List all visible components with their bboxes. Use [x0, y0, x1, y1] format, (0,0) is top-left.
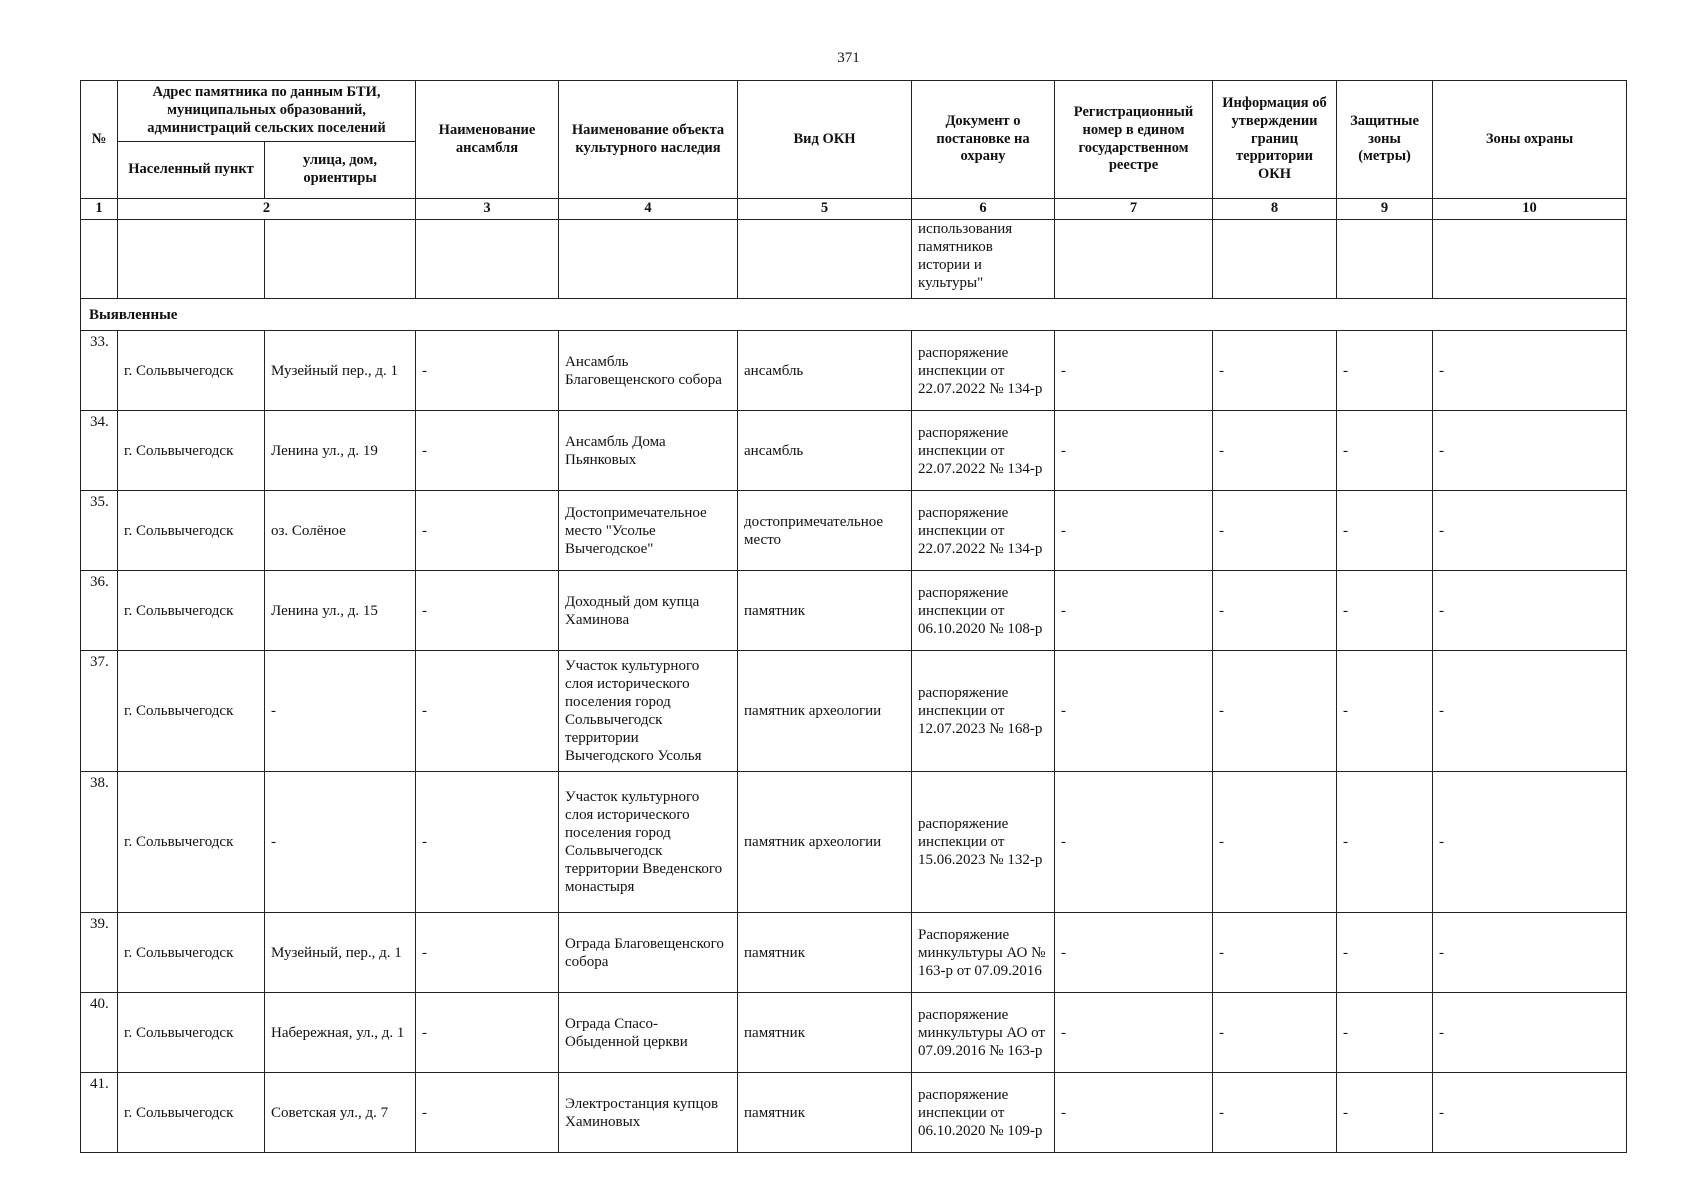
boundaries-cell: - — [1213, 331, 1337, 411]
okn-type-cell: памятник археологии — [738, 772, 912, 913]
street-cell: Музейный пер., д. 1 — [265, 331, 416, 411]
table-row — [81, 651, 1627, 772]
table-row — [81, 913, 1627, 993]
okn-type-cell: ансамбль — [738, 411, 912, 491]
street-cell: - — [265, 651, 416, 772]
table-row — [81, 411, 1627, 491]
column-number: 9 — [1337, 199, 1433, 220]
continuation-row — [81, 220, 1627, 299]
street-cell: оз. Солёное — [265, 491, 416, 571]
ensemble-cell: - — [416, 1073, 559, 1153]
table-row — [81, 993, 1627, 1073]
column-number: 8 — [1213, 199, 1337, 220]
document-cell: распоряжение инспекции от 22.07.2022 № 134-р — [912, 411, 1055, 491]
protective-zones-cell: - — [1337, 571, 1433, 651]
section-title: Выявленные — [81, 299, 1627, 331]
okn-type-cell: памятник — [738, 993, 912, 1073]
header-object-name: Наименование объекта культурного наследия — [559, 81, 738, 199]
header-settlement: Населенный пункт — [118, 142, 265, 199]
settlement-cell: г. Сольвычегодск — [118, 913, 265, 993]
row-number: 36. — [90, 574, 109, 590]
row-number: 38. — [90, 775, 109, 791]
street-cell: Советская ул., д. 7 — [265, 1073, 416, 1153]
protective-zones-cell: - — [1337, 651, 1433, 772]
header-okn-type: Вид ОКН — [738, 81, 912, 199]
row-number-cell — [81, 651, 118, 772]
header-protective-zones: Защитные зоны (метры) — [1337, 81, 1433, 199]
object-name-cell: Доходный дом купца Хаминова — [559, 571, 738, 651]
ensemble-cell: - — [416, 491, 559, 571]
header-boundaries: Информация об утверждении границ территории ОКН — [1213, 81, 1337, 199]
boundaries-cell: - — [1213, 491, 1337, 571]
ensemble-cell: - — [416, 993, 559, 1073]
object-name-cell: Участок культурного слоя исторического поселения город Сольвычегодск территории Введенского монастыря — [559, 772, 738, 913]
row-number: 41. — [90, 1076, 109, 1092]
okn-type-cell: памятник — [738, 913, 912, 993]
row-number-cell — [81, 993, 118, 1073]
document-cell: распоряжение инспекции от 22.07.2022 № 134-р — [912, 491, 1055, 571]
object-name-cell: Достопримечательное место "Усолье Вычегодское" — [559, 491, 738, 571]
document-cell: распоряжение инспекции от 06.10.2020 № 109-р — [912, 1073, 1055, 1153]
settlement-cell: г. Сольвычегодск — [118, 993, 265, 1073]
ensemble-cell: - — [416, 411, 559, 491]
street-cell: Ленина ул., д. 19 — [265, 411, 416, 491]
ensemble-cell: - — [416, 331, 559, 411]
protection-zones-cell: - — [1433, 913, 1627, 993]
reg-number-cell: - — [1055, 993, 1213, 1073]
row-number-cell — [81, 491, 118, 571]
column-number: 1 — [81, 199, 118, 220]
header-ensemble: Наименование ансамбля — [416, 81, 559, 199]
column-number: 3 — [416, 199, 559, 220]
row-number: 40. — [90, 996, 109, 1012]
boundaries-cell: - — [1213, 571, 1337, 651]
ensemble-cell: - — [416, 772, 559, 913]
object-name-cell: Ограда Спасо-Обыденной церкви — [559, 993, 738, 1073]
document-cell: распоряжение инспекции от 06.10.2020 № 108-р — [912, 571, 1055, 651]
reg-number-cell: - — [1055, 491, 1213, 571]
header-street: улица, дом, ориентиры — [265, 142, 416, 199]
document-cell: распоряжение инспекции от 22.07.2022 № 134-р — [912, 331, 1055, 411]
object-name-cell: Ансамбль Дома Пьянковых — [559, 411, 738, 491]
protection-zones-cell: - — [1433, 571, 1627, 651]
row-number-cell — [81, 571, 118, 651]
protective-zones-cell: - — [1337, 491, 1433, 571]
boundaries-cell: - — [1213, 993, 1337, 1073]
street-cell: Набережная, ул., д. 1 — [265, 993, 416, 1073]
protective-zones-cell: - — [1337, 772, 1433, 913]
column-number: 7 — [1055, 199, 1213, 220]
column-number: 4 — [559, 199, 738, 220]
protective-zones-cell: - — [1337, 331, 1433, 411]
column-number: 6 — [912, 199, 1055, 220]
header-address-group: Адрес памятника по данным БТИ, муниципальных образований, администраций сельских поселений — [118, 81, 416, 142]
street-cell: Ленина ул., д. 15 — [265, 571, 416, 651]
reg-number-cell: - — [1055, 913, 1213, 993]
row-number: 35. — [90, 494, 109, 510]
okn-type-cell: памятник — [738, 1073, 912, 1153]
ensemble-cell: - — [416, 913, 559, 993]
settlement-cell: г. Сольвычегодск — [118, 411, 265, 491]
reg-number-cell: - — [1055, 411, 1213, 491]
reg-number-cell: - — [1055, 772, 1213, 913]
protection-zones-cell: - — [1433, 491, 1627, 571]
boundaries-cell: - — [1213, 1073, 1337, 1153]
row-number: 34. — [90, 414, 109, 430]
row-number-cell — [81, 772, 118, 913]
ensemble-cell: - — [416, 651, 559, 772]
object-name-cell: Участок культурного слоя исторического поселения город Сольвычегодск территории Вычегодского Усолья — [559, 651, 738, 772]
document-cell: Распоряжение минкультуры АО № 163-р от 07.09.2016 — [912, 913, 1055, 993]
object-name-cell: Ограда Благовещенского собора — [559, 913, 738, 993]
reg-number-cell: - — [1055, 571, 1213, 651]
row-number-cell — [81, 1073, 118, 1153]
column-number: 5 — [738, 199, 912, 220]
settlement-cell: г. Сольвычегодск — [118, 651, 265, 772]
row-number: 37. — [90, 654, 109, 670]
boundaries-cell: - — [1213, 772, 1337, 913]
reg-number-cell: - — [1055, 651, 1213, 772]
header-document: Документ о постановке на охрану — [912, 81, 1055, 199]
okn-type-cell: достопримечательное место — [738, 491, 912, 571]
monuments-table — [80, 80, 1627, 1153]
row-number: 39. — [90, 916, 109, 932]
okn-type-cell: памятник — [738, 571, 912, 651]
okn-type-cell: ансамбль — [738, 331, 912, 411]
protection-zones-cell: - — [1433, 411, 1627, 491]
protection-zones-cell: - — [1433, 331, 1627, 411]
header-protection-zones: Зоны охраны — [1433, 81, 1627, 199]
reg-number-cell: - — [1055, 331, 1213, 411]
table-row — [81, 491, 1627, 571]
table-row — [81, 772, 1627, 913]
column-numbers-row — [81, 199, 1627, 220]
settlement-cell: г. Сольвычегодск — [118, 1073, 265, 1153]
ensemble-cell: - — [416, 571, 559, 651]
continuation-document-cell: использования памятников истории и культуры" — [912, 220, 1055, 299]
table-row — [81, 571, 1627, 651]
document-cell: распоряжение инспекции от 12.07.2023 № 168-р — [912, 651, 1055, 772]
settlement-cell: г. Сольвычегодск — [118, 772, 265, 913]
protection-zones-cell: - — [1433, 993, 1627, 1073]
reg-number-cell: - — [1055, 1073, 1213, 1153]
object-name-cell: Ансамбль Благовещенского собора — [559, 331, 738, 411]
street-cell: - — [265, 772, 416, 913]
street-cell: Музейный, пер., д. 1 — [265, 913, 416, 993]
row-number-cell — [81, 411, 118, 491]
row-number-cell — [81, 913, 118, 993]
protective-zones-cell: - — [1337, 913, 1433, 993]
table-row — [81, 1073, 1627, 1153]
page-number: 371 — [837, 50, 860, 66]
protective-zones-cell: - — [1337, 1073, 1433, 1153]
header-number: № — [81, 81, 118, 199]
settlement-cell: г. Сольвычегодск — [118, 491, 265, 571]
boundaries-cell: - — [1213, 651, 1337, 772]
object-name-cell: Электростанция купцов Хаминовых — [559, 1073, 738, 1153]
document-cell: распоряжение минкультуры АО от 07.09.2016 № 163-р — [912, 993, 1055, 1073]
protective-zones-cell: - — [1337, 411, 1433, 491]
column-number: 2 — [118, 199, 416, 220]
protective-zones-cell: - — [1337, 993, 1433, 1073]
protection-zones-cell: - — [1433, 772, 1627, 913]
table-row — [81, 331, 1627, 411]
settlement-cell: г. Сольвычегодск — [118, 571, 265, 651]
document-cell: распоряжение инспекции от 15.06.2023 № 132-р — [912, 772, 1055, 913]
row-number: 33. — [90, 334, 109, 350]
column-number: 10 — [1433, 199, 1627, 220]
boundaries-cell: - — [1213, 913, 1337, 993]
protection-zones-cell: - — [1433, 1073, 1627, 1153]
protection-zones-cell: - — [1433, 651, 1627, 772]
boundaries-cell: - — [1213, 411, 1337, 491]
row-number-cell — [81, 331, 118, 411]
okn-type-cell: памятник археологии — [738, 651, 912, 772]
section-row — [81, 299, 1627, 331]
header-reg-number: Регистрационный номер в едином государственном реестре — [1055, 81, 1213, 199]
settlement-cell: г. Сольвычегодск — [118, 331, 265, 411]
